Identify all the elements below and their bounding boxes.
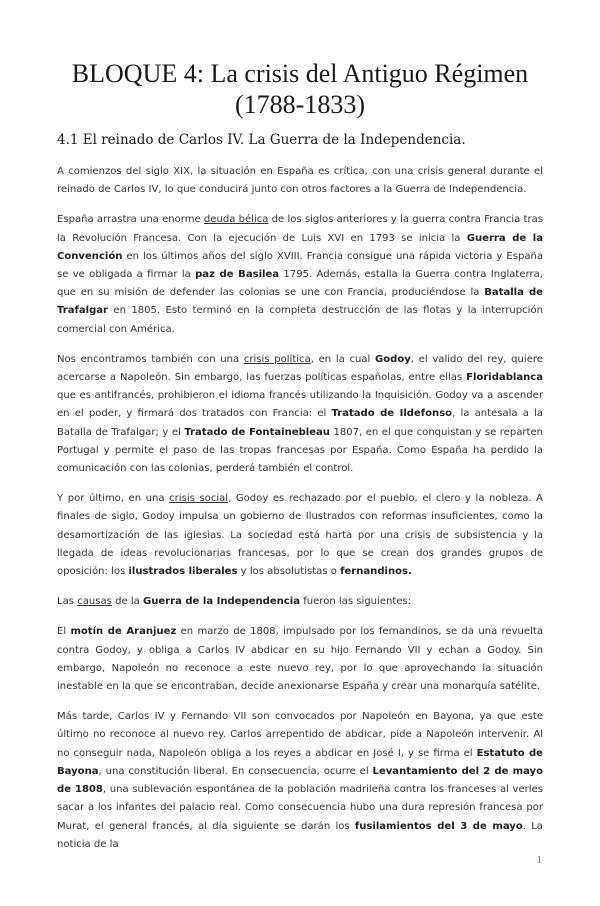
document-title	[57, 58, 543, 120]
text: y los absolutistas o	[237, 566, 341, 578]
paragraph-political-crisis	[57, 351, 543, 478]
text: 1795. Además, estalla la Guerra contra Inglaterra, que en su misión de defender las colonias se une con Francia, produciéndose la	[57, 269, 543, 299]
underlined-term: deuda bélica	[203, 214, 269, 226]
text: en marzo de 1808, impulsado por los fernandinos, se da una revuelta contra Godoy, y obliga a Carlos IV abdicar en su hijo Fernando VII y echan a Godoy. Sin embargo, Napoleón no reconoce a este nuevo rey, por lo que aprovechando la situación inestable en la que se encontraban, decide anexionarse España y crear una monarquía satélite.	[57, 626, 543, 693]
text: en los últimos años del siglo XVIII. Francia consigue una rápida victoria y España se ve obligada a firmar la	[57, 250, 543, 281]
paragraph-aranjuez	[57, 623, 543, 696]
bold-term: Tratado de Ildefonso	[331, 408, 453, 420]
text: de la	[111, 596, 143, 608]
underlined-term: crisis social	[169, 493, 229, 505]
text: España arrastra una enorme	[57, 214, 204, 226]
text: , el valido del rey, quiere acercarse a Napoleón. Sin embargo, las fuerzas políticas españolas, entre ellas	[57, 353, 543, 384]
text: Más tarde, Carlos IV y Fernando VII son convocados por Napoleón en Bayona, ya que este último no reconoce al nuevo rey. Carlos arrepentido de abdicar, pide a Napoleón intervenir. Al no conseguir nada, Napoleón obliga a los reyes a abdicar en José I, y se firma el	[57, 711, 543, 759]
bold-term: Tratado de Fontainebleau	[184, 426, 330, 438]
document-page	[0, 58, 600, 906]
paragraph-intro	[57, 163, 543, 199]
text: 1807, en el que conquistan y se reparten Portugal y permite el paso de las tropas francesas por España. Como España ha perdido la comunicación con las colonias, perderá también el control.	[57, 426, 544, 475]
text: en 1805. Esto terminó en la completa destrucción de las flotas y la interrupción comercial con América.	[57, 305, 543, 335]
bold-term: fusilamientos del 3 de mayo	[354, 820, 523, 832]
bold-term: Guerra de la Convención	[57, 232, 543, 262]
title-line-1: BLOQUE 4: La crisis del Antiguo Régimen	[71, 59, 529, 88]
bold-term: Estatuto de Bayona	[57, 747, 543, 777]
text: , la antesala a la Batalla de Trafalgar; y el	[57, 408, 543, 438]
text: . La noticia de la	[57, 820, 543, 850]
paragraph-economic-crisis	[57, 211, 543, 338]
text: A comienzos del siglo XIX, la situación en España es crítica, con una crisis general durante el reinado de Carlos IV, lo que conducirá junto con otros factores a la Guerra de Independencia.	[57, 166, 543, 196]
text: , una sublevación espontánea de la población madrileña contra los franceses al verles sacar a los infantes del palacio real. Como consecuencia hubo una dura represión francesa por Murat, el general francés, al día siguiente se darán los	[57, 784, 543, 832]
text: , en la cual	[310, 353, 376, 365]
underlined-term: crisis política	[243, 353, 311, 365]
text: , Godoy es rechazado por el pueblo, el clero y la nobleza. A finales de siglo, Godoy impulsa un gobierno de Ilustrados con reformas insuficientes, como la desamortización de las iglesias. La sociedad está harta por una crisis de subsistencia y la llegada de ideas revolucionarias francesas, por lo que se crean dos grandes grupos de oposición: los	[57, 493, 544, 578]
paragraph-bayona	[57, 708, 543, 854]
bold-term: Levantamiento del 2 de mayo de 1808	[57, 765, 543, 796]
bold-term: Guerra de la Independencia	[142, 596, 300, 608]
paragraph-social-crisis	[57, 490, 543, 581]
bold-term: fernandinos.	[340, 566, 412, 578]
paragraph-causes	[57, 593, 543, 611]
bold-term: ilustrados liberales	[128, 566, 238, 578]
bold-term: Batalla de Trafalgar	[57, 287, 543, 317]
page-number: 1	[536, 854, 542, 866]
bold-term: Floridablanca	[466, 372, 543, 384]
section-heading: 4.1 El reinado de Carlos IV. La Guerra de la Independencia.	[57, 132, 466, 148]
text: El	[57, 626, 71, 638]
text: que es antifrancés, prohibieron el idioma francés utilizando la Inquisición. Godoy va a ascender en el poder, y firmará dos tratados con Francia: el	[57, 390, 543, 420]
text: , una constitución liberal. En consecuencia, ocurre el	[98, 765, 373, 777]
text: Nos encontramos también con una	[57, 353, 244, 365]
text: de los siglos anteriores y la guerra contra Francia tras la Revolución Francesa. Con la ejecución de Luis XVI en 1793 se inicia la	[57, 214, 543, 244]
text: Las	[57, 596, 78, 608]
text: Y por último, en una	[57, 493, 170, 505]
title-line-2: (1788-1833)	[235, 90, 365, 119]
text: fueron las siguientes:	[300, 596, 412, 608]
underlined-term: causas	[77, 596, 112, 608]
bold-term: paz de Basilea	[195, 269, 280, 281]
bold-term: motín de Aranjuez	[70, 626, 177, 638]
bold-term: Godoy	[375, 353, 411, 365]
